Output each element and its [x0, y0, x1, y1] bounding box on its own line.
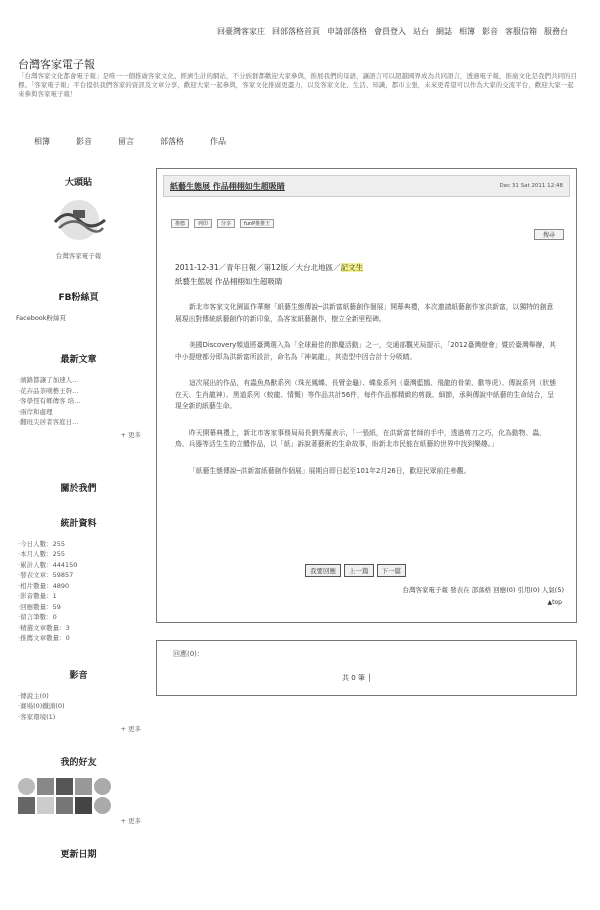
share-row	[171, 219, 570, 228]
share-button[interactable]: 分享	[217, 219, 235, 228]
list-item[interactable]: · 花卉品茶嘆藝王幹...	[18, 386, 141, 397]
subnav-guestbook[interactable]: 留言	[118, 137, 134, 146]
subnav-video[interactable]: 影音	[76, 137, 92, 146]
list-item[interactable]: · 兩岸和處理	[18, 407, 141, 418]
search-button[interactable]: 搜尋	[534, 229, 564, 240]
prev-post-button[interactable]: 上一篇	[344, 564, 374, 577]
stat-replies: · 回應數量：59	[18, 602, 141, 613]
sub-nav	[34, 136, 226, 147]
logo-caption: 台灣客家電子報	[55, 252, 102, 260]
friends-heading: 我的好友	[60, 758, 97, 768]
about-heading[interactable]: 關於我們	[60, 483, 97, 494]
site-description: 「台灣客家文化都會電子報」是唯一一個推廣客家文化、經濟生計的網站，不分族群都歡迎大家參與，推展我們的母語，讓語言可以超越國界成為共同語言，透過電子報，推廣文化是我們共同的目標。「客家電子報」平台提供我們客家的資訊及文章分享，歡迎大家一起參與，客家文化推廣更盡力，以及客家文化、生活、知識，都市主張，未來更希望可以作為大家的交流平台，歡迎大家一起來參與客家電子報！	[18, 72, 577, 98]
article-meta	[175, 262, 570, 273]
article-paragraph: 美國Discovery頻道將臺灣選入為「全球最佳的節慶活動」之一，交通部觀光局提示，「2012臺灣燈會」暨於臺灣舉辦，其中小提燈都分即為洪新富所設計，命名為「神氣龍」，其造型中因合計十分吸睛。	[175, 341, 556, 361]
stat-today: · 今日人數：255	[18, 539, 141, 550]
bulletin-heading: 大頭貼	[64, 178, 92, 188]
friend-avatars	[18, 778, 141, 814]
video-heading: 影音	[69, 670, 88, 681]
avatar[interactable]	[94, 778, 111, 795]
stat-posts: · 發表文章：59857	[18, 570, 141, 581]
meta-source: 2011-12-31／青年日報／第12版／大台北地區／	[175, 263, 341, 272]
topnav-item-service-mail[interactable]: 客服信箱	[505, 27, 537, 36]
avatar[interactable]	[37, 797, 54, 814]
topnav-item-apply-blog[interactable]: 申請部落格	[327, 27, 367, 36]
list-item[interactable]: · 賽場(0)鐵頭(0)	[18, 701, 141, 712]
post-date: Dec 31 Sat 2011 12:48	[499, 183, 563, 189]
subnav-album[interactable]: 相簿	[34, 137, 50, 146]
reply-box	[156, 640, 577, 696]
list-item[interactable]: · 濱路都讓了加速人...	[18, 375, 141, 386]
stat-videos: · 影音數量：1	[18, 591, 141, 602]
article-box	[156, 168, 577, 623]
topnav-item-video[interactable]: 影音	[482, 27, 498, 36]
fb-link[interactable]: Facebook粉絲頁	[16, 314, 67, 322]
more-link[interactable]: + 更多	[120, 817, 141, 825]
stat-total: · 累計人數：444150	[18, 560, 141, 571]
topnav-item-blog[interactable]: 網誌	[436, 27, 452, 36]
article-subtitle: 紙藝生態展 作品栩栩如生超吸睛	[175, 277, 283, 286]
print-button[interactable]: 列印	[194, 219, 212, 228]
post-header	[163, 175, 570, 197]
funp-button[interactable]: funP推推王	[240, 219, 274, 228]
avatar[interactable]	[75, 778, 92, 795]
topnav-item-hakka-home[interactable]: 回臺灣客家庄	[217, 27, 265, 36]
stats-list	[16, 539, 141, 644]
avatar[interactable]	[56, 797, 73, 814]
article-paragraph: 「紙藝生態傳說─洪新富紙藝創作個展」展期自即日起至101年2月26日，歡迎民眾前往參觀。	[189, 466, 471, 475]
list-item[interactable]: · 客學徑有鄉傳客 培...	[18, 396, 141, 407]
subnav-works[interactable]: 作品	[210, 137, 226, 146]
post-byline[interactable]: 台灣客家電子報 發表在 部落格 回應(0) 引用(0) 人氣(5)	[402, 586, 564, 594]
more-link[interactable]: + 更多	[120, 430, 141, 439]
list-item[interactable]: · 客家環境(1)	[18, 712, 141, 723]
topnav-item-station[interactable]: 站台	[413, 27, 429, 36]
next-post-button[interactable]: 下一篇	[377, 564, 407, 577]
stats-heading: 統計資料	[60, 518, 97, 529]
stat-recommended: · 推薦文章數量：0	[18, 633, 141, 644]
post-title[interactable]: 紙藝生態展 作品栩栩如生超吸睛	[170, 181, 285, 191]
avatar[interactable]	[75, 797, 92, 814]
meta-author: 記文生	[340, 263, 364, 272]
recommend-button[interactable]: 推薦	[171, 219, 189, 228]
subnav-blog[interactable]: 部落格	[160, 137, 184, 146]
more-link[interactable]: + 更多	[120, 725, 141, 733]
avatar[interactable]	[37, 778, 54, 795]
site-logo[interactable]	[49, 198, 109, 243]
back-to-top-link[interactable]: ▲top	[547, 599, 562, 606]
avatar[interactable]	[94, 797, 111, 814]
article-paragraph: 昨天開幕典禮上，新北市客家事務局局長劉秀羅表示，「一張紙，在洪新富老師的手中，透過剪刀之巧，化為動物、蟲、鳥、兵器等活生生的立體作品，以「紙」訴說著藝術的生命故事，盼新北市民能在紙藝的世界中找到樂趣。」	[175, 428, 546, 448]
stat-month: · 本月人數：255	[18, 549, 141, 560]
avatar[interactable]	[56, 778, 73, 795]
topnav-item-album[interactable]: 相簿	[459, 27, 475, 36]
avatar[interactable]	[18, 778, 35, 795]
article-paragraph: 這次展出的作品，有蟲魚鳥獸系列（珠光鳳蝶、長臂金龜）、蝶象系列（臺灣藍鵲、飛龍的骨架、歡等虎）、傳說系列（狀態在天、生肖龍神）、黑道系列（蛟龍、情慨）等作品共計56件，每件作品都精緻的剪裁、細節，承與傳說中紙藝的生命結合，呈現全新的紙藝生命。	[175, 379, 557, 410]
update-heading: 更新日期	[60, 850, 97, 860]
stat-photos: · 相片數量：4890	[18, 581, 141, 592]
video-list	[16, 691, 141, 723]
reply-label: 回應(0)：	[173, 650, 204, 658]
stat-messages: · 留言筆數：0	[18, 612, 141, 623]
fb-heading: FB粉絲頁	[58, 293, 99, 303]
avatar[interactable]	[18, 797, 35, 814]
reply-button[interactable]: 我要回應	[305, 564, 341, 577]
list-item[interactable]: · 傳說主(0)	[18, 691, 141, 702]
article-paragraph: 新北市客家文化園區作華辦「紙藝生態傳說─洪新富紙藝創作個展」開幕典禮，本次邀請紙藝創作家洪新富，以獨特的創意展現出對傳統紙藝創作的新印象，為客家紙藝創作，樹立全新里程碑。	[175, 303, 554, 323]
sidebar	[16, 175, 141, 870]
latest-heading: 最新文章	[60, 355, 97, 365]
post-actions	[305, 564, 406, 577]
reply-count: 共 0 筆 │	[342, 674, 372, 682]
topnav-item-blog-home[interactable]: 回部落格首頁	[272, 27, 320, 36]
list-item[interactable]: · 翻班尖居者客庭日...	[18, 417, 141, 428]
latest-list	[16, 375, 141, 428]
topnav-item-login[interactable]: 會員登入	[374, 27, 406, 36]
topnav-item-service-desk[interactable]: 服務台	[544, 27, 568, 36]
stat-featured: · 精選文章數量：3	[18, 623, 141, 634]
top-nav	[217, 26, 568, 37]
site-title[interactable]: 台灣客家電子報	[18, 58, 95, 71]
